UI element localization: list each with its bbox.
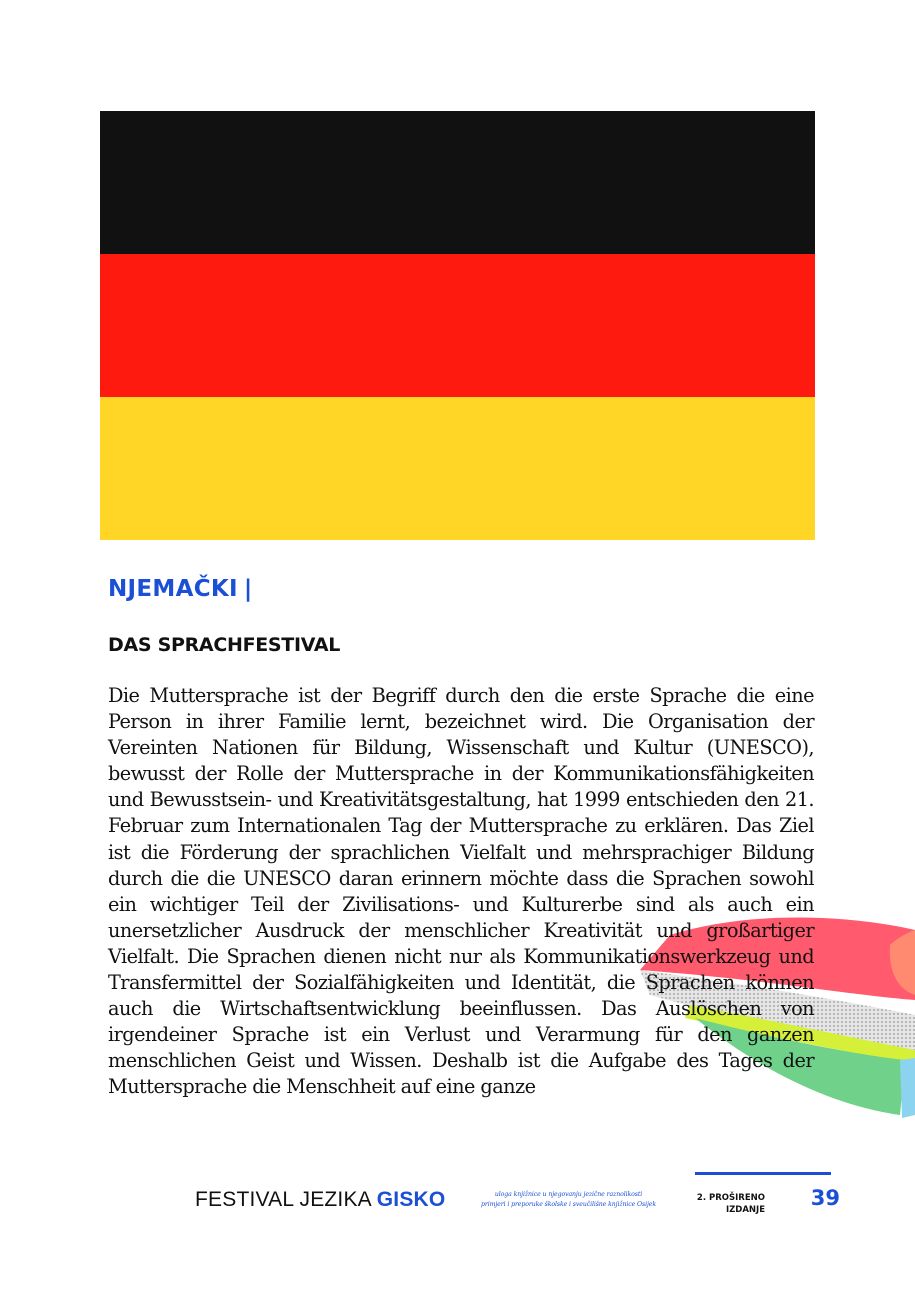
footer-edition	[690, 1192, 765, 1216]
flag-stripe-gold	[100, 397, 815, 540]
flag-stripe-black	[100, 111, 815, 254]
german-flag-image	[100, 111, 815, 540]
footer-edition-line1: 2. PROŠIRENO	[696, 1193, 765, 1203]
flag-stripe-red	[100, 254, 815, 397]
footer-edition-line2: IZDANJE	[725, 1205, 765, 1215]
language-heading	[108, 576, 253, 602]
page-number: 39	[810, 1186, 840, 1210]
footer-tagline	[466, 1190, 671, 1210]
language-heading-text: NJEMAČKI	[108, 576, 238, 602]
footer-brand-accent: GISKO	[376, 1188, 446, 1211]
footer-brand-prefix: FESTIVAL JEZIKA	[195, 1188, 377, 1211]
article-title: DAS SPRACHFESTIVAL	[108, 634, 341, 656]
heading-separator: |	[243, 576, 253, 602]
footer-rule	[695, 1172, 831, 1175]
article-body-text: Die Muttersprache ist der Begriff durch den die erste Sprache die eine Person in ihrer Familie lernt, bezeichnet wird. Die Organisation der Vereinten Nationen für Bildung, Wissenschaft und Kultur (UNESCO), bewusst der Rolle der Muttersprache in der Kommunikationsfähigkeiten und Bewusstsein- und Kreativitätsgestaltung, hat 1999 entschieden den 21. Februar zum Internationalen Tag der Muttersprache zu erklären. Das Ziel ist die Förderung der sprachlichen Vielfalt und mehrsprachiger Bildung durch die die UNESCO daran erinnern möchte dass die Sprachen sowohl ein wichtiger Teil der Zivilisations- und Kulturerbe sind als auch ein unersetzlicher Ausdruck der menschlicher Kreativität und großartiger Vielfalt. Die Sprachen dienen nicht nur als Kommunikationswerkzeug und Transfermittel der Sozialfähigkeiten und Identität, die Sprachen können auch die Wirtschaftsentwicklung beeinflussen. Das Auslöschen von irgendeiner Sprache ist ein Verlust und Verarmung für den ganzen menschlichen Geist und Wissen. Deshalb ist die Aufgabe des Tages der Muttersprache die Menschheit auf eine ganze	[108, 684, 814, 1099]
footer-brand	[195, 1188, 445, 1212]
footer-tagline-line1: uloga knjižnice u njegovanju jezične raznolikosti	[494, 1191, 643, 1198]
footer-tagline-line2: primjeri i preporuke školske i sveučilišne knjižnice Osijek	[480, 1201, 657, 1208]
